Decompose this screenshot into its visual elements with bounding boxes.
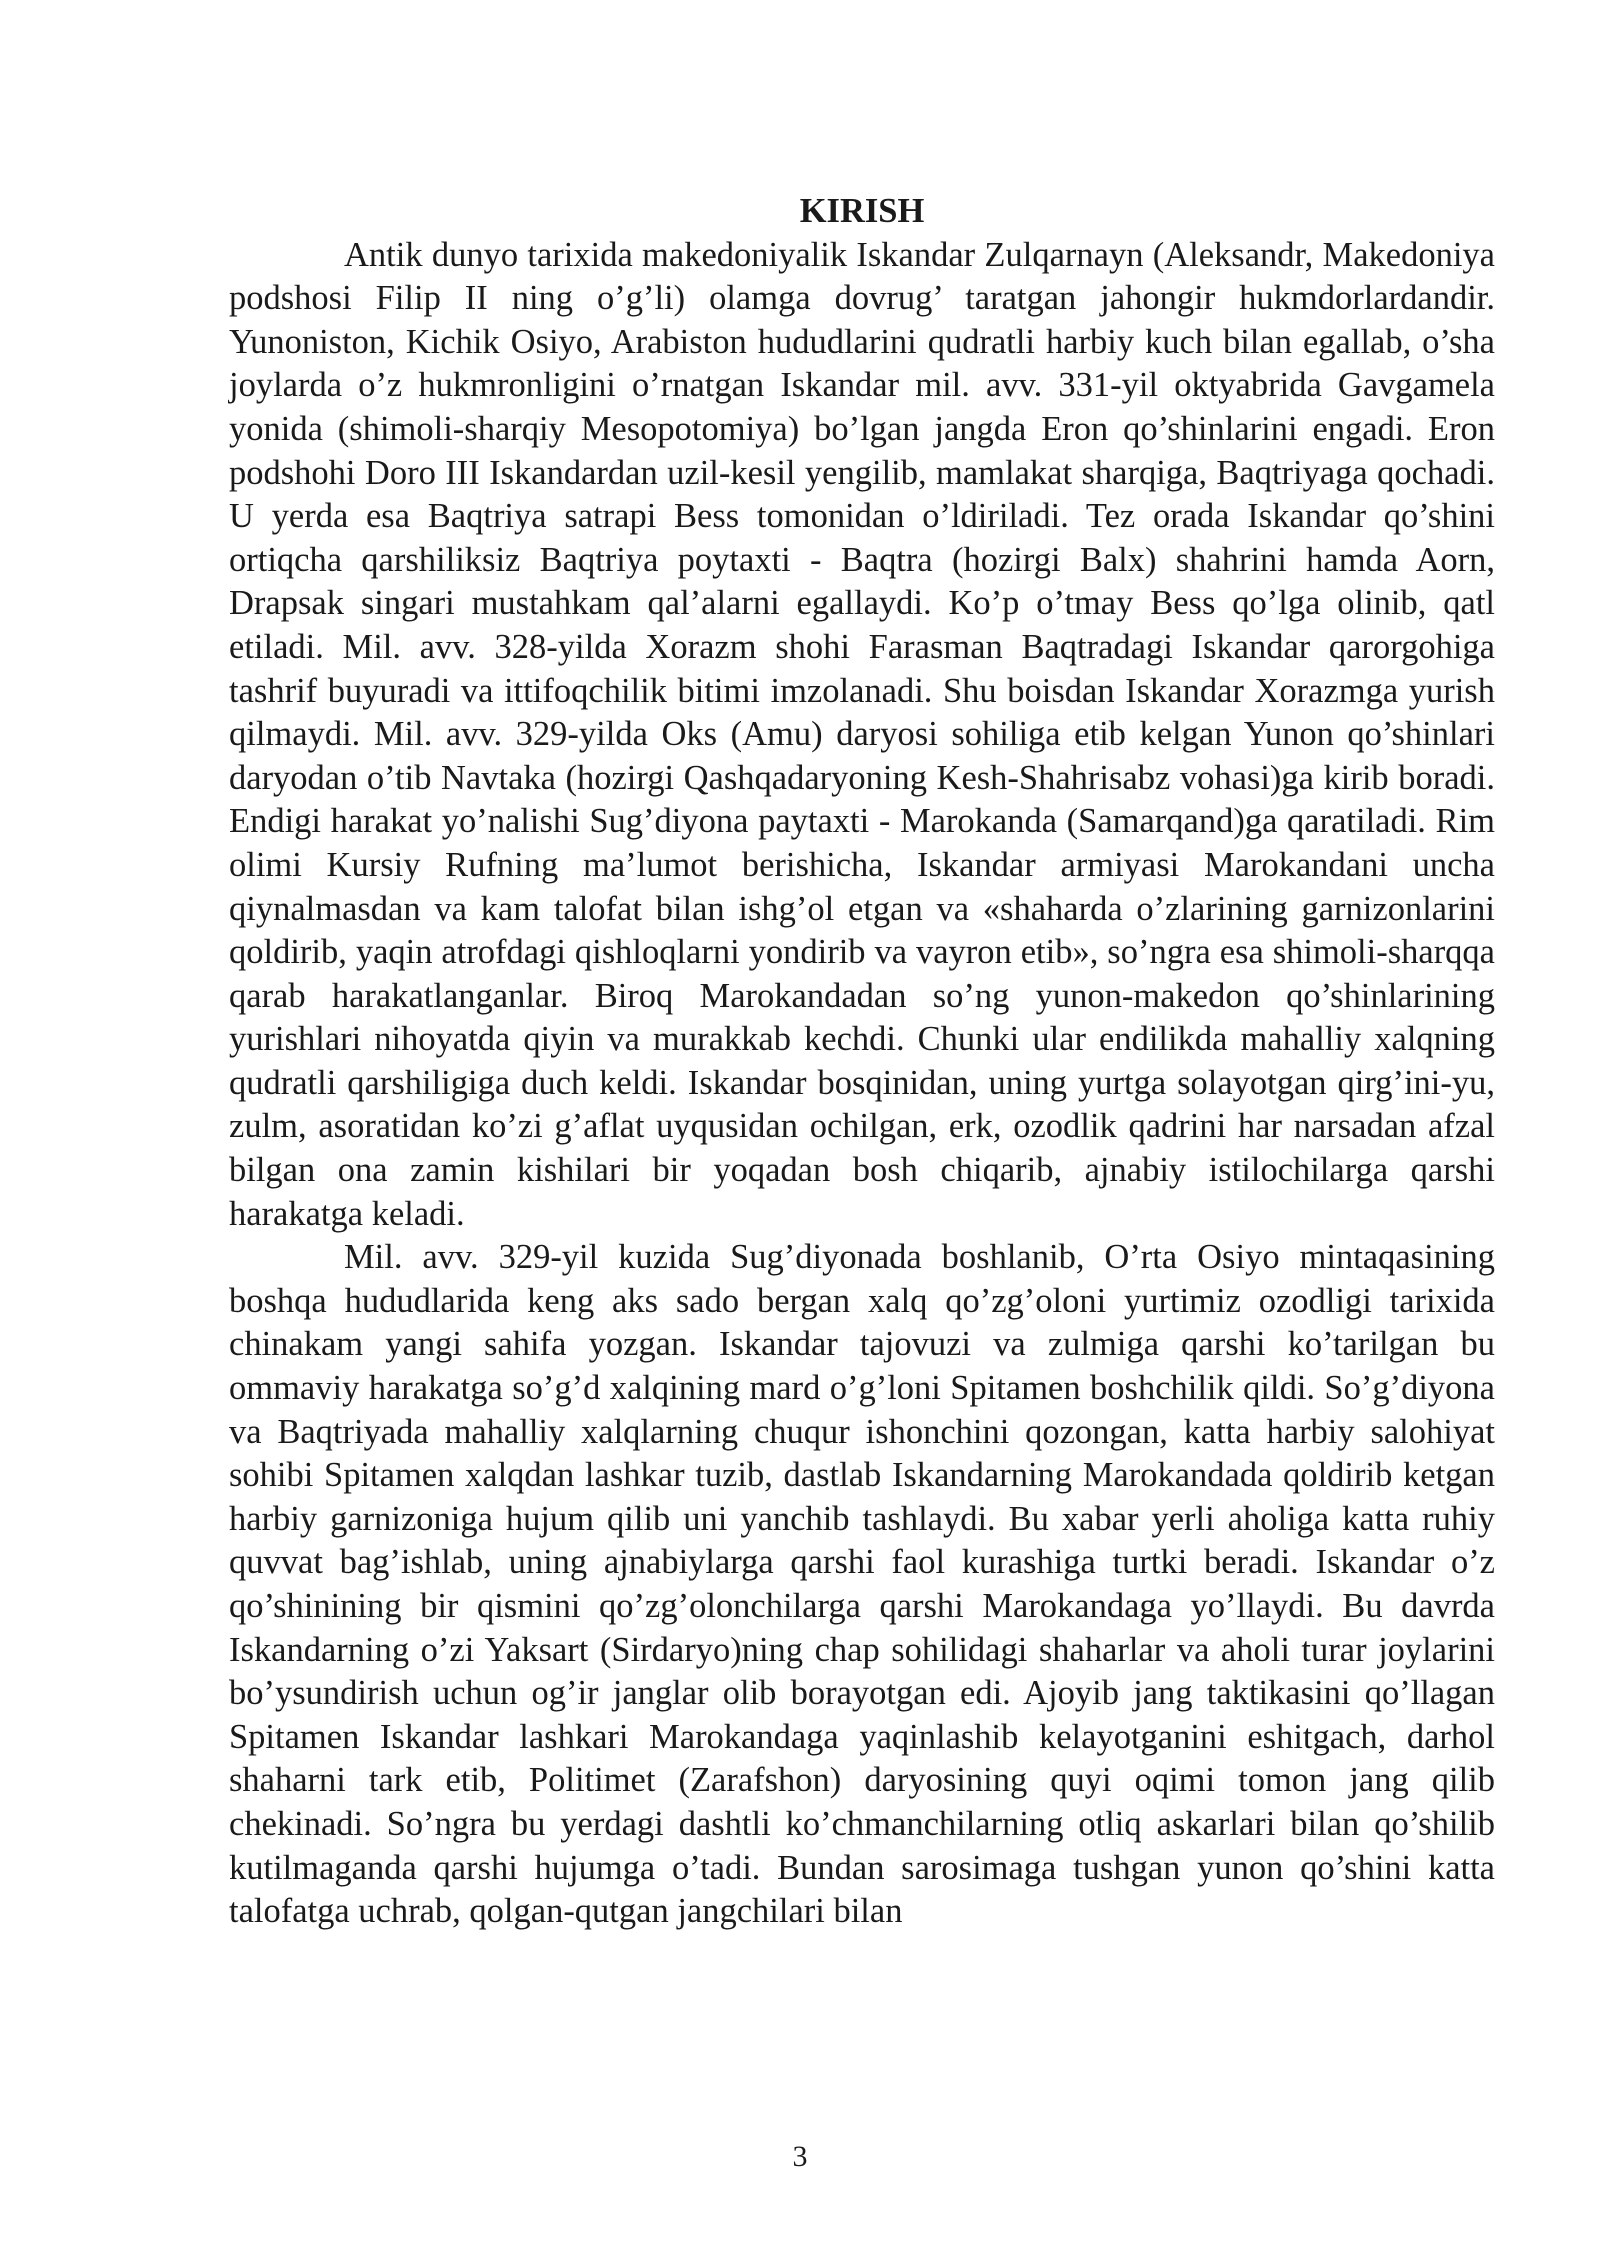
section-heading: KIRISH <box>799 192 925 230</box>
page-content <box>229 190 1495 1934</box>
page-number: 3 <box>792 2140 808 2173</box>
paragraph-2: Mil. avv. 329-yil kuzida Sug’diyonada boshlanib, O’rta Osiyo mintaqasining boshqa hududlarida keng aks sado bergan xalq qo’zg’oloni yurtimiz ozodligi tarixida chinakam yangi sahifa yozgan. Iskandar tajovuzi va zulmiga qarshi ko’tarilgan bu ommaviy harakatga so’g’d xalqining mard o’g’loni Spitamen boshchilik qildi. So’g’diyona va Baqtriyada mahalliy xalqlarning chuqur ishonchini qozongan, katta harbiy salohiyat sohibi Spitamen xalqdan lashkar tuzib, dastlab Iskandarning Marokandada qoldirib ketgan harbiy garnizoniga hujum qilib uni yanchib tashlaydi. Bu xabar yerli aholiga katta ruhiy quvvat bag’ishlab, uning ajnabiylarga qarshi faol kurashiga turtki beradi. Iskandar o’z qo’shinining bir qismini qo’zg’olonchilarga qarshi Marokandaga yo’llaydi. Bu davrda Iskandarning o’zi Yaksart (Sirdaryo)ning chap sohilidagi shaharlar va aholi turar joylarini bo’ysundirish uchun og’ir janglar olib borayotgan edi. Ajoyib jang taktikasini qo’llagan Spitamen Iskandar lashkari Marokandaga yaqinlashib kelayotganini eshitgach, darhol shaharni tark etib, Politimet (Zarafshon) daryosining quyi oqimi tomon jang qilib chekinadi. So’ngra bu yerdagi dashtli ko’chmanchilarning otliq askarlari bilan qo’shilib kutilmaganda qarshi hujumga o’tadi. Bundan sarosimaga tushgan yunon qo’shini katta talofatga uchrab, qolgan-qutgan jangchilari bilan <box>229 1238 1495 1931</box>
paragraph-1: Antik dunyo tarixida makedoniyalik Iskandar Zulqarnayn (Aleksandr, Makedoniya podshosi Filip II ning o’g’li) olamga dovrug’ taratgan jahongir hukmdorlardandir. Yunoniston, Kichik Osiyo, Arabiston hududlarini qudratli harbiy kuch bilan egallab, o’sha joylarda o’z hukmronligini o’rnatgan Iskandar mil. avv. 331-yil oktyabrida Gavgamela yonida (shimoli-sharqiy Mesopotomiya) bo’lgan jangda Eron qo’shinlarini engadi. Eron podshohi Doro III Iskandardan uzil-kesil yengilib, mamlakat sharqiga, Baqtriyaga qochadi. U yerda esa Baqtriya satrapi Bess tomonidan o’ldiriladi. Tez orada Iskandar qo’shini ortiqcha qarshiliksiz Baqtriya poytaxti - Baqtra (hozirgi Balx) shahrini hamda Aorn, Drapsak singari mustahkam qal’alarni egallaydi. Ko’p o’tmay Bess qo’lga olinib, qatl etiladi. Mil. avv. 328-yilda Xorazm shohi Farasman Baqtradagi Iskandar qarorgohiga tashrif buyuradi va ittifoqchilik bitimi imzolanadi. Shu boisdan Iskandar Xorazmga yurish qilmaydi. Mil. avv. 329-yilda Oks (Amu) daryosi sohiliga etib kelgan Yunon qo’shinlari daryodan o’tib Navtaka (hozirgi Qashqadaryoning Kesh-Shahrisabz vohasi)ga kirib boradi. Endigi harakat yo’nalishi Sug’diyona paytaxti - Marokanda (Samarqand)ga qaratiladi. Rim olimi Kursiy Rufning ma’lumot berishicha, Iskandar armiyasi Marokandani uncha qiynalmasdan va kam talofat bilan ishg’ol etgan va «shaharda o’zlarining garnizonlarini qoldirib, yaqin atrofdagi qishloqlarni yondirib va vayron etib», so’ngra esa shimoli-sharqqa qarab harakatlanganlar. Biroq Marokandadan so’ng yunon-makedon qo’shinlarining yurishlari nihoyatda qiyin va murakkab kechdi. Chunki ular endilikda mahalliy xalqning qudratli qarshiligiga duch keldi. Iskandar bosqinidan, uning yurtga solayotgan qirg’ini-yu, zulm, asoratidan ko’zi g’aflat uyqusidan ochilgan, erk, ozodlik qadrini har narsadan afzal bilgan ona zamin kishilari bir yoqadan bosh chiqarib, ajnabiy istilochilarga qarshi harakatga keladi. <box>229 235 1495 1233</box>
